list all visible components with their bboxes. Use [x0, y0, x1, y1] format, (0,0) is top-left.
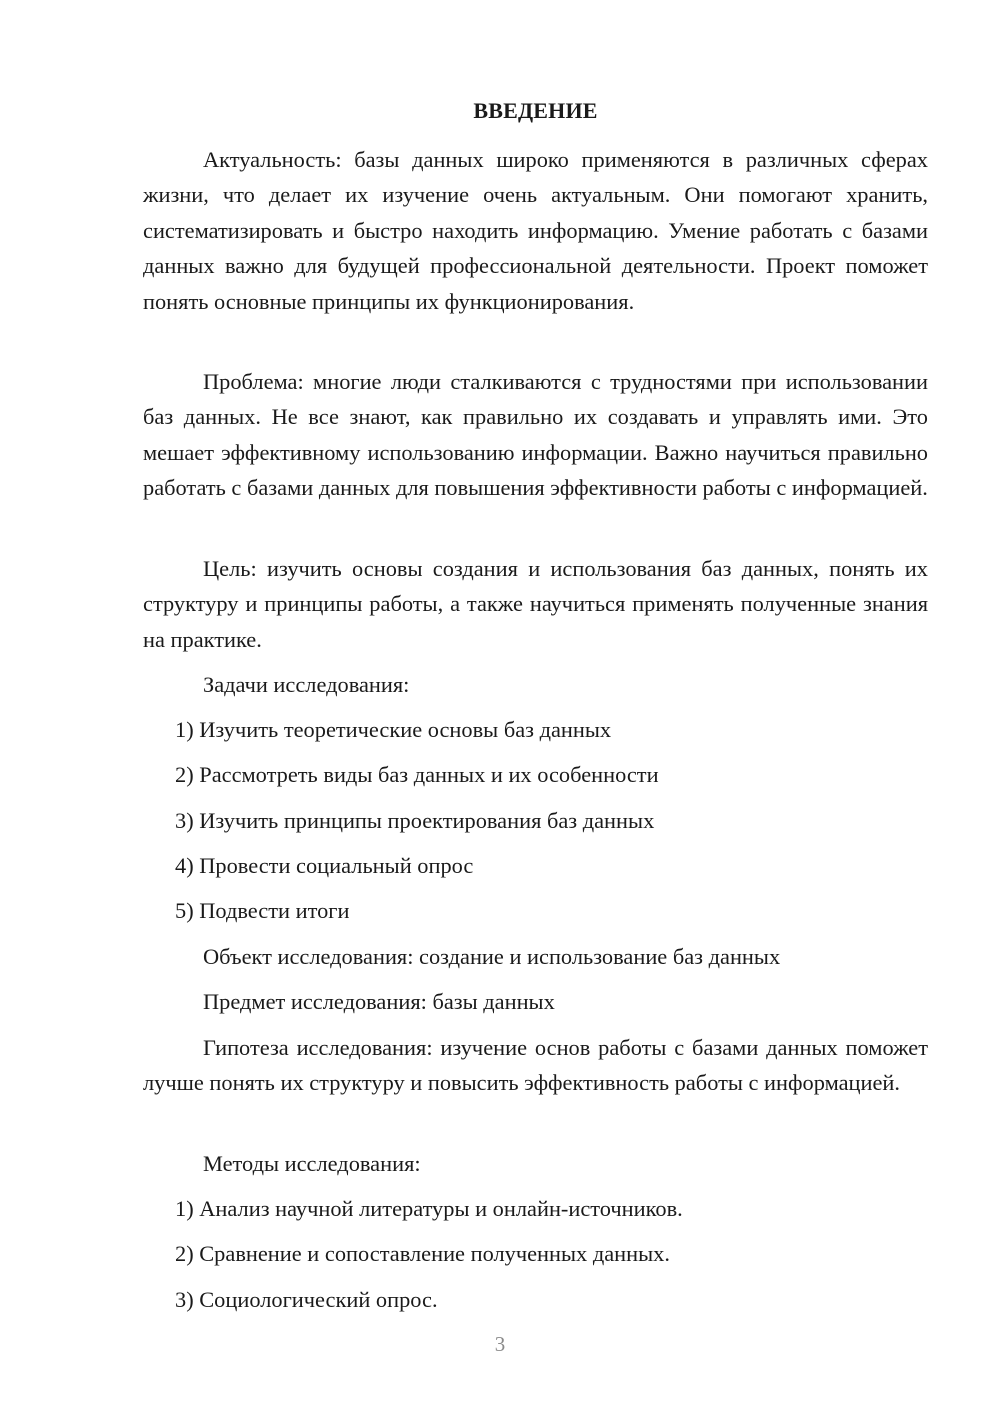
page-number: 3 — [494, 1332, 506, 1356]
tasks-heading: Задачи исследования: — [203, 672, 410, 697]
method-item: 1) Анализ научной литературы и онлайн-источников. — [175, 1196, 683, 1221]
task-item: 4) Провести социальный опрос — [175, 853, 474, 878]
task-item: 5) Подвести итоги — [175, 898, 350, 923]
task-item: 1) Изучить теоретические основы баз данных — [175, 717, 612, 742]
section-title: ВВЕДЕНИЕ — [473, 98, 598, 123]
method-item: 3) Социологический опрос. — [175, 1287, 438, 1312]
problem-paragraph: Проблема: многие люди сталкиваются с трудностями при использовании баз данных. Не все знают, как правильно их создавать и управлять ими. Это мешает эффективному использованию информации. Важно научиться правильно работать с базами данных для повышения эффективности работы с информацией. — [143, 369, 928, 501]
task-item: 3) Изучить принципы проектирования баз данных — [175, 808, 655, 833]
hypothesis-paragraph: Гипотеза исследования: изучение основ работы с базами данных поможет лучше понять их структуру и повысить эффективность работы с информацией. — [143, 1035, 928, 1096]
goal-paragraph: Цель: изучить основы создания и использования баз данных, понять их структуру и принципы работы, а также научиться применять полученные знания на практике. — [143, 556, 928, 652]
methods-heading: Методы исследования: — [203, 1151, 421, 1176]
method-item: 2) Сравнение и сопоставление полученных данных. — [175, 1241, 670, 1266]
relevance-paragraph: Актуальность: базы данных широко применяются в различных сферах жизни, что делает их изучение очень актуальным. Они помогают хранить, систематизировать и быстро находить информацию. Умение работать с базами данных важно для будущей профессиональной деятельности. Проект поможет понять основные принципы их функционирования. — [143, 147, 928, 314]
object-line: Объект исследования: создание и использование баз данных — [203, 944, 781, 969]
subject-line: Предмет исследования: базы данных — [203, 989, 555, 1014]
task-item: 2) Рассмотреть виды баз данных и их особенности — [175, 762, 659, 787]
